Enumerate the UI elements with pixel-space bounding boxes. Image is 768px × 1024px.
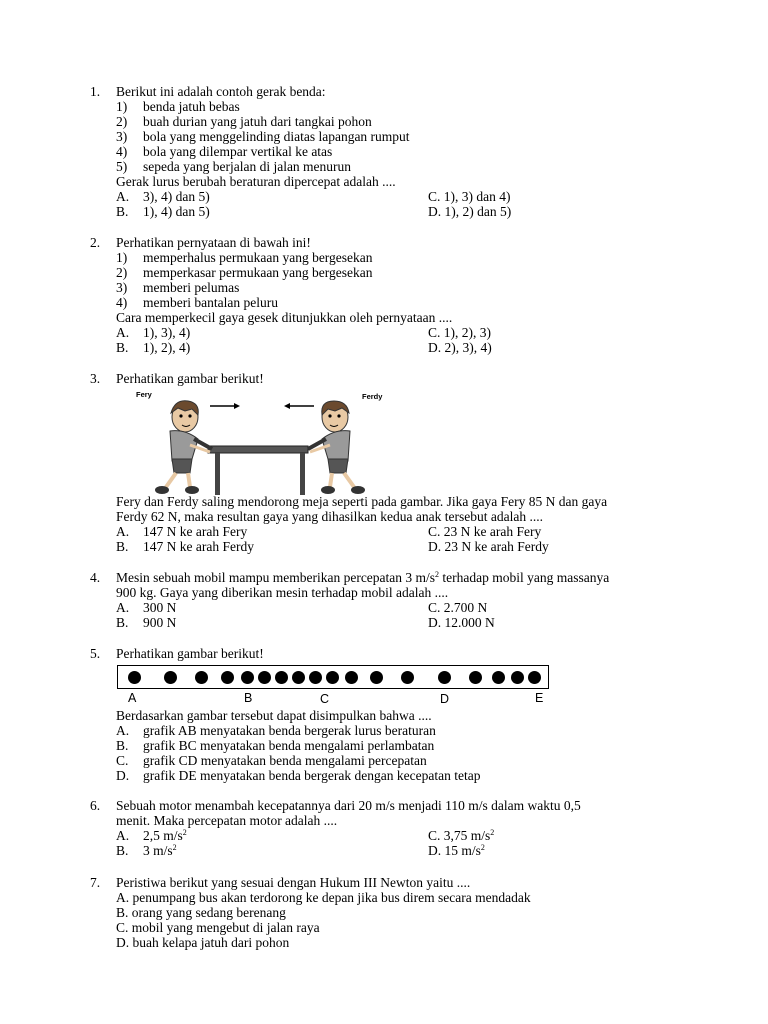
option-letter: B.	[116, 615, 129, 630]
item-text: memberi bantalan peluru	[143, 295, 278, 310]
option-a[interactable]	[116, 600, 176, 615]
ticker-tape	[117, 665, 549, 689]
option-text: 900 N	[143, 615, 177, 630]
option-a[interactable]: A. 2,5 $m/s^2$	[116, 828, 187, 843]
question-prompt: Cara memperkecil gaya gesek ditunjukkan oleh pernyataan ....	[116, 310, 453, 325]
option-d[interactable]	[428, 340, 492, 355]
left-child-drawing	[155, 401, 212, 494]
option-letter: C.	[428, 600, 441, 615]
option-text: 1), 3) dan 4)	[443, 189, 511, 204]
question-number: 4.	[90, 570, 101, 585]
item-text: bola yang dilempar vertikal ke atas	[143, 144, 333, 159]
tape-dot	[492, 671, 505, 684]
question-number: 5.	[90, 646, 101, 661]
option-text: 1), 2) dan 5)	[444, 204, 512, 219]
option-letter: A.	[116, 600, 130, 615]
option-a[interactable]	[116, 189, 210, 204]
option-letter: D.	[428, 204, 442, 219]
option-text: 2,5 m/s	[143, 828, 183, 843]
tape-dot	[195, 671, 208, 684]
option-c[interactable]	[428, 189, 511, 204]
option-text: 12.000 N	[444, 615, 495, 630]
option-letter: A.	[116, 723, 130, 738]
option-letter: B.	[116, 738, 129, 753]
option-letter: D.	[428, 539, 442, 554]
tape-dot	[128, 671, 141, 684]
option-letter: D.	[428, 340, 442, 355]
tape-dot	[164, 671, 177, 684]
option-letter: A.	[116, 189, 130, 204]
option-c[interactable]: C. 3,75 $m/s^2$	[428, 828, 495, 843]
option-d[interactable]	[116, 768, 480, 783]
item-text: memperhalus permukaan yang bergesekan	[143, 250, 373, 265]
pushing-table-illustration	[130, 389, 400, 495]
question-stem: Perhatikan gambar berikut!	[116, 371, 264, 386]
option-b[interactable]	[116, 204, 210, 219]
ticker-label-d: D	[440, 692, 450, 706]
option-text: 3 m/s	[143, 843, 173, 858]
item-number: 1)	[116, 250, 128, 265]
item-text: benda jatuh bebas	[143, 99, 240, 114]
option-d[interactable]	[428, 615, 495, 630]
item-text: bola yang menggelinding diatas lapangan rumput	[143, 129, 410, 144]
option-letter: B.	[116, 843, 129, 858]
question-number: 3.	[90, 371, 101, 386]
option-a[interactable]	[116, 723, 436, 738]
option-letter: B.	[116, 204, 129, 219]
option-text: 1), 2), 3)	[443, 325, 492, 340]
question-prompt: Gerak lurus berubah beraturan dipercepat adalah ....	[116, 174, 396, 189]
tape-dot	[275, 671, 288, 684]
question-prompt: Fery dan Ferdy saling mendorong meja seperti pada gambar. Jika gaya Fery 85 N dan gaya	[116, 494, 608, 509]
item-number: 1)	[116, 99, 128, 114]
item-text: buah durian yang jatuh dari tangkai pohon	[143, 114, 372, 129]
option-d[interactable]: D. 15 $m/s^2$	[428, 843, 485, 858]
option-b[interactable]	[116, 738, 434, 753]
option-text: 15 m/s	[444, 843, 481, 858]
option-a[interactable]	[116, 524, 247, 539]
option-c[interactable]	[116, 753, 427, 768]
item-number: 2)	[116, 114, 128, 129]
option-letter: A.	[116, 325, 130, 340]
option-c[interactable]	[428, 325, 491, 340]
label-fery: Fery	[136, 390, 152, 399]
option-text: 1), 3), 4)	[143, 325, 191, 340]
tape-dot	[528, 671, 541, 684]
option-b[interactable]	[116, 340, 190, 355]
option-letter: D.	[428, 843, 442, 858]
tape-dot	[326, 671, 339, 684]
option-b[interactable]	[116, 539, 254, 554]
ticker-label-a: A	[128, 691, 137, 705]
option-letter: B.	[116, 340, 129, 355]
label-ferdy: Ferdy	[362, 392, 383, 401]
question-stem: menit. Maka percepatan motor adalah ....	[116, 813, 338, 828]
tape-dot	[438, 671, 451, 684]
right-child-drawing	[308, 401, 365, 494]
tape-dot	[401, 671, 414, 684]
ticker-label-b: B	[244, 691, 253, 705]
option-text: 1), 2), 4)	[143, 340, 191, 355]
option-text: 3), 4) dan 5)	[143, 189, 210, 204]
ticker-label-c: C	[320, 692, 330, 706]
option-text: 3,75 m/s	[443, 828, 491, 843]
option-letter: C.	[428, 189, 441, 204]
question-stem: Perhatikan gambar berikut!	[116, 646, 264, 661]
question-stem: Peristiwa berikut yang sesuai dengan Hukum III Newton yaitu ....	[116, 875, 471, 890]
option-letter: B.	[116, 539, 129, 554]
arrow-right-icon	[210, 403, 240, 409]
option-letter: D.	[116, 768, 130, 783]
question-number: 1.	[90, 84, 101, 99]
item-text: memperkasar permukaan yang bergesekan	[143, 265, 373, 280]
question-stem: Sebuah motor menambah kecepatannya dari 20 m/s menjadi 110 m/s dalam waktu 0,5	[116, 798, 581, 813]
option-text: 2.700 N	[443, 600, 488, 615]
tape-dot	[292, 671, 305, 684]
option-b[interactable]: B. 3 $m/s^2$	[116, 843, 177, 858]
question-number: 7.	[90, 875, 101, 890]
option-text: grafik BC menyatakan benda mengalami perlambatan	[143, 738, 435, 753]
option-letter: C.	[116, 753, 129, 768]
option-d[interactable]	[428, 204, 511, 219]
item-number: 3)	[116, 280, 128, 295]
question-prompt: Ferdy 62 N, maka resultan gaya yang dihasilkan kedua anak tersebut adalah ....	[116, 509, 543, 524]
question-stem: 900 kg. Gaya yang diberikan mesin terhadap mobil adalah ....	[116, 585, 449, 600]
option-c[interactable]	[428, 600, 487, 615]
tape-dot	[309, 671, 322, 684]
item-number: 4)	[116, 295, 128, 310]
question-stem: Berikut ini adalah contoh gerak benda:	[116, 84, 326, 99]
option-text: 23 N ke arah Fery	[443, 524, 542, 539]
item-text: memberi pelumas	[143, 280, 240, 295]
item-number: 5)	[116, 159, 128, 174]
option-letter: C.	[428, 524, 441, 539]
table-drawing	[208, 446, 308, 495]
option-text: 147 N ke arah Fery	[143, 524, 248, 539]
question-prompt: Berdasarkan gambar tersebut dapat disimpulkan bahwa ....	[116, 708, 432, 723]
option-a[interactable]	[116, 325, 190, 340]
tape-dot	[511, 671, 524, 684]
option-b[interactable]	[116, 615, 176, 630]
option-text: 1), 4) dan 5)	[143, 204, 210, 219]
option-d[interactable]: D. buah kelapa jatuh dari pohon	[116, 935, 290, 950]
arrow-left-icon	[284, 403, 314, 409]
tape-dot	[370, 671, 383, 684]
option-letter: C.	[428, 828, 441, 843]
option-c[interactable]: C. mobil yang mengebut di jalan raya	[116, 920, 320, 935]
item-number: 2)	[116, 265, 128, 280]
tape-dot	[345, 671, 358, 684]
question-number: 6.	[90, 798, 101, 813]
option-text: grafik AB menyatakan benda bergerak lurus beraturan	[143, 723, 436, 738]
ticker-label-e: E	[535, 691, 544, 705]
tape-dot	[469, 671, 482, 684]
item-text: sepeda yang berjalan di jalan menurun	[143, 159, 352, 174]
question-stem: Perhatikan pernyataan di bawah ini!	[116, 235, 311, 250]
option-text: 300 N	[143, 600, 177, 615]
option-c[interactable]	[428, 524, 541, 539]
option-letter: A.	[116, 524, 130, 539]
pushing-table-figure	[130, 389, 400, 495]
option-text: 2), 3), 4)	[444, 340, 492, 355]
option-letter: A.	[116, 828, 130, 843]
option-a[interactable]: A. penumpang bus akan terdorong ke depan jika bus direm secara mendadak	[116, 890, 531, 905]
question-stem: Mesin sebuah mobil mampu memberikan percepatan 3 $m/s^2$ terhadap mobil yang massanya	[116, 570, 610, 585]
option-text: 23 N ke arah Ferdy	[444, 539, 549, 554]
option-letter: D.	[428, 615, 442, 630]
item-number: 4)	[116, 144, 128, 159]
option-d[interactable]	[428, 539, 549, 554]
option-b[interactable]: B. orang yang sedang berenang	[116, 905, 286, 920]
option-letter: C.	[428, 325, 441, 340]
item-number: 3)	[116, 129, 128, 144]
option-text: 147 N ke arah Ferdy	[143, 539, 254, 554]
option-text: grafik CD menyatakan benda mengalami percepatan	[143, 753, 427, 768]
tape-dot	[258, 671, 271, 684]
tape-dot	[241, 671, 254, 684]
tape-dot	[221, 671, 234, 684]
option-text: grafik DE menyatakan benda bergerak dengan kecepatan tetap	[143, 768, 481, 783]
question-number: 2.	[90, 235, 101, 250]
